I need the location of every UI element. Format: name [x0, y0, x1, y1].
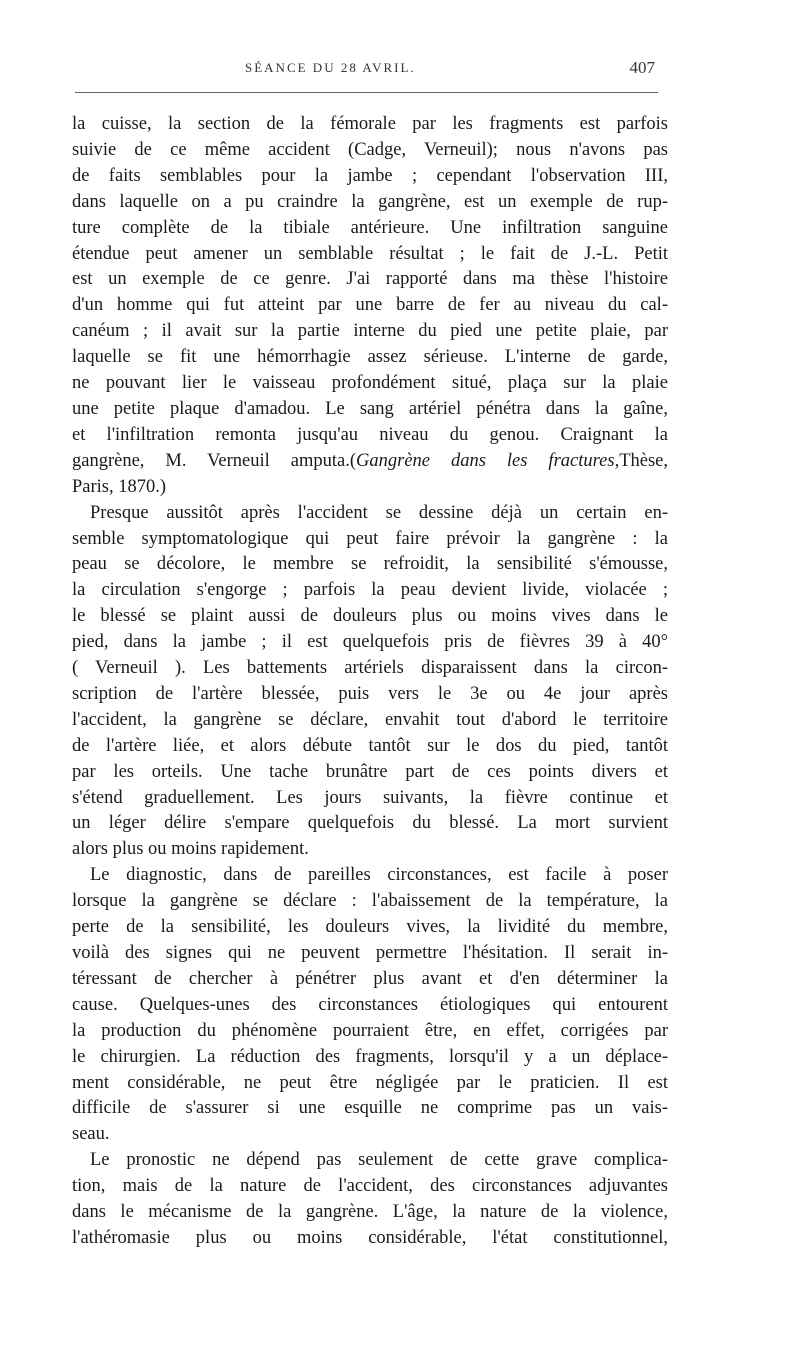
text-line: étendue peut amener un semblable résultat ; le fait de J.-L. Petit — [72, 243, 668, 264]
text-line: dans le mécanisme de la gangrène. L'âge, la nature de la violence, — [72, 1202, 668, 1223]
text-line: scription de l'artère blessée, puis vers le 3e ou 4e jour après — [72, 683, 668, 704]
text-line: ment considérable, ne peut être négligée par le praticien. Il est — [72, 1072, 668, 1093]
text-line: la cuisse, la section de la fémorale par les fragments est parfois — [72, 114, 668, 134]
text-line: ( Verneuil ). Les battements artériels disparaissent dans la circon- — [72, 658, 668, 679]
text-line: voilà des signes qui ne peuvent permettre l'hésitation. Il serait in- — [72, 943, 668, 963]
text-line: ne pouvant lier le vaisseau profondément situé, plaça sur la plaie — [72, 373, 668, 394]
text-line: Le pronostic ne dépend pas seulement de cette grave complica- — [90, 1150, 668, 1171]
text-line: Le diagnostic, dans de pareilles circonstances, est facile à poser — [90, 865, 668, 886]
text-line: la circulation s'engorge ; parfois la peau devient livide, violacée ; — [72, 580, 668, 601]
text-line: la production du phénomène pourraient être, en effet, corrigées par — [72, 1020, 668, 1041]
paragraph — [72, 501, 668, 864]
text-line: suivie de ce même accident (Cadge, Verneuil); nous n'avons pas — [72, 139, 668, 160]
line-text: ,Thèse, — [614, 450, 668, 471]
text-line: Presque aussitôt après l'accident se dessine déjà un certain en- — [90, 502, 668, 523]
text-line: téressant de chercher à pénétrer plus avant et d'en déterminer la — [72, 968, 668, 989]
text-line: s'étend graduellement. Les jours suivants, la fièvre continue et — [72, 787, 668, 808]
page-number: 407 — [629, 58, 655, 77]
header-rule — [75, 92, 658, 93]
text-line: une petite plaque d'amadou. Le sang artériel pénétra dans la gaîne, — [72, 398, 668, 419]
text-line: seau. — [72, 1124, 110, 1145]
text-line: et l'infiltration remonta jusqu'au niveau du genou. Craignant la — [72, 424, 668, 445]
text-line: de faits semblables pour la jambe ; cependant l'observation III, — [72, 165, 668, 186]
text-line: ture complète de la tibiale antérieure. Une infiltration sanguine — [72, 217, 668, 238]
text-line: cause. Quelques-unes des circonstances étiologiques qui entourent — [72, 994, 668, 1015]
text-line: le chirurgien. La réduction des fragments, lorsqu'il y a un déplace- — [72, 1046, 668, 1067]
text-line: laquelle se fit une hémorrhagie assez sérieuse. L'interne de garde, — [72, 347, 668, 368]
cited-work-title: Gangrène dans les fractures — [356, 450, 615, 471]
text-line: Paris, 1870.) — [72, 476, 167, 497]
text-line: pied, dans la jambe ; il est quelquefois pris de fièvres 39 à 40° — [72, 632, 668, 653]
text-line: un léger délire s'empare quelquefois du blessé. La mort survient — [72, 813, 668, 834]
text-line: tion, mais de la nature de l'accident, des circonstances adjuvantes — [72, 1176, 668, 1197]
text-line: le blessé se plaint aussi de douleurs plus ou moins vives dans le — [72, 606, 668, 627]
text-line: dans laquelle on a pu craindre la gangrène, est un exemple de rup- — [72, 191, 668, 212]
text-line: perte de la sensibilité, les douleurs vives, la lividité du membre, — [72, 917, 668, 938]
text-line: l'accident, la gangrène se déclare, envahit tout d'abord le territoire — [72, 709, 668, 730]
text-line: d'un homme qui fut atteint par une barre de fer au niveau du cal- — [72, 295, 668, 316]
text-line: par les orteils. Une tache brunâtre part de ces points divers et — [72, 761, 668, 782]
text-line: alors plus ou moins rapidement. — [72, 839, 309, 860]
text-line — [72, 449, 668, 475]
page-body — [72, 112, 668, 1252]
text-line: lorsque la gangrène se déclare : l'abaissement de la température, la — [72, 891, 668, 912]
text-line: l'athéromasie plus ou moins considérable, l'état constitutionnel, — [72, 1227, 668, 1248]
text-line: canéum ; il avait sur la partie interne du pied une petite plaie, par — [72, 321, 668, 342]
running-title: SÉANCE DU 28 AVRIL. — [245, 60, 416, 75]
line-text: gangrène, M. Verneuil amputa.( — [72, 450, 357, 471]
text-line: est un exemple de ce genre. J'ai rapporté dans ma thèse l'histoire — [72, 269, 668, 290]
text-line: difficile de s'assurer si une esquille ne comprime pas un vais- — [72, 1098, 668, 1119]
text-line: de l'artère liée, et alors débute tantôt sur le dos du pied, tantôt — [72, 735, 668, 756]
text-line: peau se décolore, le membre se refroidit, la sensibilité s'émousse, — [72, 554, 668, 575]
text-line: semble symptomatologique qui peut faire prévoir la gangrène : la — [72, 528, 668, 549]
paragraph — [72, 863, 668, 1148]
paragraph — [72, 112, 668, 501]
paragraph — [72, 1148, 668, 1252]
